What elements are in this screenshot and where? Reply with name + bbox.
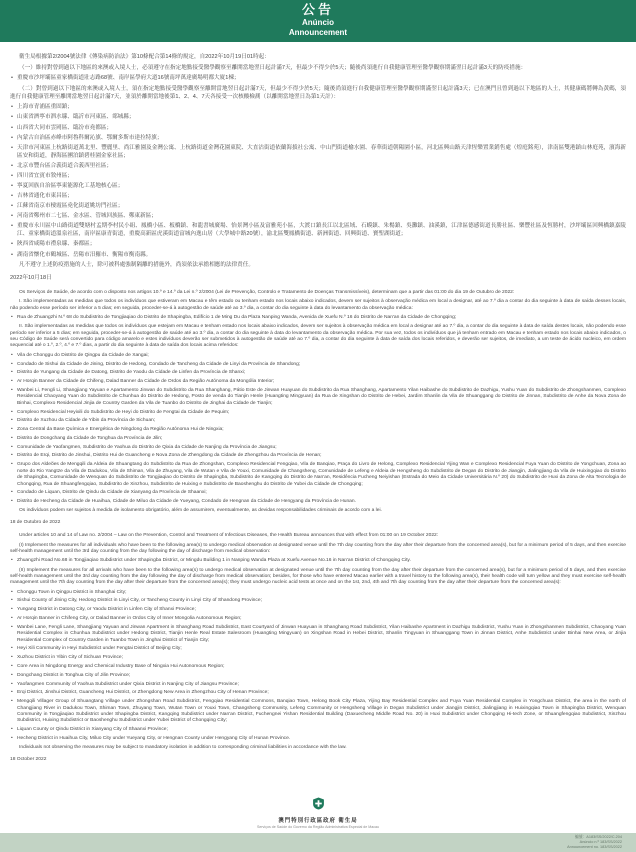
reference-number-pt: Anúncio n.º 183/SS/2022 xyxy=(579,840,622,845)
area-list-item: • Condado de Liquan, Distrito de Qindu da Cidade de Xianyang da Província de Shaanxi; xyxy=(10,490,626,496)
paragraph: II. São implementadas as medidas que todos os indivíduos que estejam em Macau e tenham estado nos locais abaixo indicados, devem ser sujeitos à observação médica em local a designar até ao 7.º dia, a contar do dia seguinte à data de saída destes locais, não podendo esse período ser inferior a 5 dias; em seguida, proceder-se-á à autogestão de saúde até ao 3.º dia, a contar do dia seguinte à data do levantamento da observação médica. Por sua vez, todos os indivíduos que já tenham entrado em Macau e tenham estado nos locais abaixo indicados, o seu Código de Saúde será convertido para código amarelo e estes indivíduos deverão ser submetidos à autogestão de saúde até ao 7.º dia, a contar do dia seguinte à data de saída dos locais referidos, e deverão ser sujeitos, de imediato, a um teste de ácido nucleico, em ordem sequencial até o 1.º, 2.º, 4.º e 7.º dias, a partir do dia seguinte à data de saída dos locais acima referidos: xyxy=(10,324,626,349)
paragraph: (I) Implement the measures for all individuals who have been to the following area(s) to undergo medical observation at designated venue until the 7th day counting from the day after their departure from the concerned area(s), but for a minimum period of 5 days, and then exercise self-health management until the 3rd day counting from the day following the day of discharge from medical observation: xyxy=(10,542,626,554)
area-list-item: • Distrito de Erqi, Distrito de Jinshui, Distrito Hui de Guancheng e Nova Zona de Zhengdong da Cidade de Zhengzhou da Província de Henan; xyxy=(10,453,626,459)
section-date: 18 October 2022 xyxy=(10,756,47,762)
area-list-item: • Comunidade de Yaofangmen, Subdistrito de Yaohua do Distrito de Qixia da Cidade de Nanjing da Província de Jiangsu; xyxy=(10,445,626,451)
area-list-item: • 湖南省懷化市鶴城區、岳陽市汨羅市、衡陽市衡南縣。 xyxy=(10,252,626,260)
area-list-item: • 重慶市沙坪壩區童家橋街道壯志路68號、南岸區學府大道16號南坪萬達廣場明都大廈1棟； xyxy=(10,75,626,83)
section-zh xyxy=(10,54,626,283)
area-list-item: • Ar Horqin Banner da Cidade de Chifeng, Dalad Banner da Cidade de Ordos da Região Autónoma da Mongólia Interior; xyxy=(10,379,626,385)
header-banner xyxy=(0,0,636,42)
paragraph: 凡不遵守上述防疫措施的人士，除可被科處強制隔離的措施外，尚須依法承擔相應的法律責任。 xyxy=(19,262,254,269)
area-list-item: • 四川省宜賓市敘州區； xyxy=(10,173,626,181)
paragraph: I. São implementadas as medidas que todos os indivíduos que estiveram em Macau e têm estado ou tenham estado nos locais abaixo indicados, devem ser sujeitos à observação médica em local a designar, até ao 7.º dia a contar do dia seguinte à data de saída desses locais, não podendo esse período ser inferior a 5 dias; em seguida, proceder-se-á à autogestão de saúde até ao 3.º dia, a contar do dia seguinte à data do levantamento da observação médica: xyxy=(10,299,626,311)
area-list-item: • 吉林省通化市東昌區； xyxy=(10,193,626,201)
issuer-name-pt: Serviços de Saúde do Governo da Região Administrativa Especial de Macau xyxy=(256,825,380,829)
section-pt xyxy=(10,290,626,526)
paragraph: （一）維持對曾到過以下地區的來澳或入境人士，必須遵守在指定地點接受醫學觀察至離開當地翌日起計滿7天，但最少不得少於5天；隨後尚須進行自我健康管理至醫學觀察期滿翌日起計滿3天的防疫措施： xyxy=(19,64,527,71)
area-list-item: • Condado de Sishui da Cidade de Jining, Distrito de Hedong, Condado de Tancheng da Cidade de Linyi da Província de Shandong; xyxy=(10,362,626,368)
area-list-item: • Zona Central da Base Química e Energética de Ningdong da Região Autónoma Hui de Ningxia; xyxy=(10,427,626,433)
paragraph: (II) Implement the measures for all arrivals who have been to the following area(s) to undergo medical observation at designated venue until the 7th day counting from the day after their departure from the concerned area(s), but for a minimum period of 5 days, and then exercise self-health management until the 3rd day counting from the day following the day of discharge from medical observation; besides, for those who have entered Macao earlier with a travel history to the following area(s), their health code will turn yellow and they must exercise self-health management until the 7th day counting from the day after their departure from the concerned area(s); they must undergo nucleic acid tests at once and on the 1st, 2nd, 4th and 7th day counting from the day after their departure from the concerned area(s): xyxy=(10,567,626,586)
area-list-item: • 河南省鄭州市二七區、金水區、管城回族區、鄭東新區； xyxy=(10,213,626,221)
document-body xyxy=(0,42,636,763)
area-list-item: • 重慶市永川區中山路街道雙塘村孟期李村民小組、鳳橋小區、板橋鎮、和龍書城廣場、怡景灣小區及富雅苑小區，大渡口鎮長江以北區域、石蟆鎮、朱楊鎮、吳灘鎮、油溪鎮，江津區德感街道長勝社區、樂豐社區及恆勝村，沙坪壩區回興橋鎮嘉陵江、童家橋街道溫泉社區，南岸區康青街道，重慶高新區虎溪街道富城內逸山居（大學城中路20號），渝北區雙鳳橋街道、新洲街道、回興街道、寶聖湖街道； xyxy=(10,223,626,239)
area-list-item: • Hecheng District in Huaihua City, Miluo City under Yueyang City, or Hengnan County under Hengyang City of Hunan Province. xyxy=(10,736,626,742)
paragraph: Os Serviços de Saúde, de acordo com o disposto nos artigos 10.º e 14.º da Lei n.º 2/2004 (Lei de Prevenção, Controlo e Tratamento de Doenças Transmissíveis), determinam que a partir das 01:00 do dia 19 de Outubro de 2022: xyxy=(19,289,515,295)
issuer-block xyxy=(0,797,636,829)
area-list-item: • Chonggu Town in Qingpu District in Shanghai City; xyxy=(10,590,626,596)
paragraph: Under articles 10 and 14 of Law no. 2/2004 – Law on the Prevention, Control and Treatment of Infectious Diseases, the Health Bureau announces that with effect from 01:00 on 19 October 2022: xyxy=(19,533,439,539)
area-list-item: • Core Area in Ningdong Energy and Chemical Industry Base of Ningxia Hui Autonomous Region; xyxy=(10,664,626,670)
section-date: 2022年10月18日 xyxy=(10,274,52,281)
area-list-item: • Distrito de Hecheng da Cidade de Huaihua, Cidade de Miluo da Cidade de Yueyang, Condado de Hengnan da Cidade de Hengyang da Província de Hunan. xyxy=(10,499,626,505)
area-list-item: • 內蒙古自治區赤峰市阿魯科爾沁旗、鄂爾多斯市達拉特旗； xyxy=(10,135,626,143)
area-list-item: • Heyi Xili Community in Heyi Subdistrict under Fengtai District of Beijing City; xyxy=(10,646,626,652)
footer-band xyxy=(0,833,636,852)
paragraph: 衛生局根據第2/2004號法律《傳染病防治法》第10條配合第14條的規定，自2022年10月19日01時起： xyxy=(19,53,270,60)
area-list-item: • Mengqili Villager Group of Shuangtang Village under Zhongshan Road Subdistrict, Fengqiao Residential Commons, Banqiao Town, Helong Book City Plaza, Yijing Bay Residential Complex and Fuya Yuan Residential Complex in Yongchuan District, the area in the north of Changjiang River in Dadukou Town, Shiman Town, Zhuyang Town, Wutan Town or Youxi Town, Changsheng Community, Lefeng Community or Hengsheng Village in Degan Subdistrict under Jiangjin District, Jialingjiang in Huixingqiao Town in Shapingba District, Wenquan Community in Tongjiaqiao Subdistrict under Shapingba District, Kangqing Subdistrict under Nan'an District, Fuchengnei Yishan Residential Building (Daxuecheng Middle Road No. 20) in Huxi Subdistrict under Chongqing Hi-tech Zone, or Shuangfengqiao Subdistrict, Xinzhou Subdistrict, Huixing Subdistrict or Baoshenghu Subdistrict under Yubei District of Chongqing City; xyxy=(10,699,626,725)
section-date: 18 de Outubro de 2022 xyxy=(10,519,61,525)
area-list-item: • 山東省濟寧市泗水縣、臨沂市河東區、郯城縣； xyxy=(10,114,626,122)
reference-numbers xyxy=(567,835,622,850)
reference-number-en: Announcement no. 183/SS/2022 xyxy=(567,844,622,849)
area-list-item: • 上海市青浦區重固鎮； xyxy=(10,104,626,112)
area-list-item: • Distrito de Dongchang da Cidade de Tonghua da Província de Jilin; xyxy=(10,436,626,442)
area-list-item: • Vila de Chonggu do Distrito de Qingpu da Cidade de Xangai; xyxy=(10,353,626,359)
paragraph: Individuals not observing the measures may be subject to mandatory isolation in addition to corresponding criminal liabilities in accordance with the law. xyxy=(19,745,347,751)
area-list-item: • Complexo Residencial Heyixili do Subdistrito de Heyi do Distrito de Fengtai da Cidade de Pequim; xyxy=(10,410,626,416)
area-list-item: • Distrito de Yungang da Cidade de Datong, Distrito de Yaodu da Cidade de Linfen da Província de Shanxi; xyxy=(10,370,626,376)
section-en xyxy=(10,533,626,763)
area-list-item: • Sishui County of Jining City, Hedong District in Linyi City, or Tancheng County in Linyi City of Shandong Province; xyxy=(10,598,626,604)
area-list-item: • 北京市豐台區合義街道合義西里社區； xyxy=(10,163,626,171)
area-list-item: • Xuzhou District in Yibin City of Sichuan Province; xyxy=(10,655,626,661)
issuer-name-zh: 澳門特別行政區政府 衛生局 xyxy=(278,818,358,824)
area-list-item: • Wanbei Li, Fengli Li, Shangjiang Yayuan e Apartamento Jinwan do Subdistrito da Rua Shanghang, Pátio Este de Jinwan Huayuan do Subdistrito da Rua Shanghang, Apartamento Yilan Haibashe do Subdistrito de Dazhigu, Yushu Yuan do Subdistrito de Zhongshanmen, Complexo Residencial Chaoyang Yuan do Subdistrito de Chunhua do Distrito de Hedong, Posto de venda do Tianjin Henle (Huangting Mingyuan) da Rua de Xingshan do Distrito de Hebei, Jardim Shanlin da Vila de Shuanggang do Distrito de Jinnan, Subdistrito de Anhe da Nova Zona de Binhai, Complexo Residencial Jinjia de Country Garden da Vila de Tuanbo do Distrito de Jinghai da Cidade de Tianjin; xyxy=(10,388,626,407)
area-list-item: • Distrito de Xuzhou da Cidade de Yibin da Província de Sichuan; xyxy=(10,418,626,424)
area-list-item: • Wanbei Lane, Fengli Lane, Shangjiang Yayuan and Jinwan Apartment in Shanghang Road Subdistrict, East Courtyard of Jinwan Huayuan in Shanghang Road Subdistrict, Yilan Haibashe Apartment in Dazhigu Subdistrict, Yushu Yuan in Zhongshanmen Subdistrict, Chaoyang Yuan Residential Complex in Chunhua Subdistrict under Hedong District, Tianjin Henle Real Estate Salesroom (Huangting Mingyuan) on Xingshan Road in Hebei District, Shanlin Tingyuan in Shuanggang Town in Jinnan District, Anhe Subdistrict under Binhai New Area, or Jinjia Residential Complex of Country Garden in Tuanbo Town in Jinghai District of Tianjin City; xyxy=(10,625,626,644)
area-list-item: • Liquan County or Qindu District in Xianyang City of Shaanxi Province; xyxy=(10,727,626,733)
area-list-item: • Erqi District, Jinshui District, Guancheng Hui District, or Zhengdong New Area in Zhengzhou City of Henan Province; xyxy=(10,690,626,696)
area-list-item: • Zhuangzhi Road No.68 in Tongjiaqiao Subdistrict under Shapingba District, or Mingdu Building 1 in Nanping Wanda Plaza at Xuefu Avenue No.16 in Nan'an District of Chongqing City. xyxy=(10,558,626,564)
area-list-item: • 陝西省咸陽市禮泉縣、秦都區； xyxy=(10,241,626,249)
area-list-item: • Yungang District in Datong City, or Yaodu District in Linfen City of Shanxi Province; xyxy=(10,607,626,613)
paragraph: Os indivíduos podem ser sujeitos à medida de isolamento obrigatório, além de assumirem, eventualmente, as devidas responsabilidades criminais de acordo com a lei. xyxy=(19,508,382,514)
area-list-item: • Yaofangmen Community of Yaohua Subdistrict under Qixia District in Nanjing City of Jiangsu Province; xyxy=(10,682,626,688)
reference-number-zh: 編號：A183/SS/2022/C.204 xyxy=(574,835,622,840)
health-bureau-logo-icon xyxy=(312,797,325,810)
area-list-item: • 山西省大同市雲岡區、臨汾市堯都區； xyxy=(10,125,626,133)
area-list-item: • 天津市河東區上杭路街道萬北里、豐麗里、尚江雅園及金灣公寓、上杭路街道金灣花園東院、大直沽街道依蘭海拔社公寓、中山門街道榆水園、春華街道朝陽園小區，河北區興山路天津恆樂置業銷售處（煌庭銘苑），津南區雙港鎮山林庭苑，濱海新區安和街道，靜海區團泊鎮碧桂園金家社區； xyxy=(10,145,626,161)
area-list-item: • Rua de Zhuangzhi N.º 68 do Subdistrito de Tongjiaqiao do Distrito de Shapingba, Edifício 1 de Ming Du da Plaza Nanping Wanda, Avenida de Xuefu N.º 16 do Distrito de Nan'an da Cidade de Chongqing; xyxy=(10,315,626,321)
area-list-item: • Dongchang District in Tonghua City of Jilin Province; xyxy=(10,673,626,679)
area-list-item: • 寧夏回族自治區寧東能源化工基地核心區； xyxy=(10,183,626,191)
paragraph: （二）對曾到過以下地區的來澳或入境人士，須在指定地點接受醫學觀察至離開當地翌日起計滿7天，但最少不得少於5天；隨後尚須進行自我健康管理至醫學觀察期滿翌日起計滿3天；已在澳門且曾到過以下地區的人士，其健康碼將轉為黃碼，須進行自我健康管理至離開當地翌日起計滿7天，並須於離開當地後第1、2、4、7天各接受一次核酸檢測（以離開當地翌日為第1天計）： xyxy=(10,85,626,100)
area-list-item: • Ar Horqin Banner in Chifeng City, or Dalad Banner in Ordos City of Inner Mongolia Autonomous Region; xyxy=(10,616,626,622)
title-zh: 公告 xyxy=(301,2,334,17)
title-en: Announcement xyxy=(288,27,348,37)
area-list-item: • Grupo dos Aldeões de Mengqili da Aldeia de Shuangtang do Subdistrito da Rua de Zhongshan, Complexo Residencial Fengqiao, Vila de Banqiao, Praça do Livro de Helong, Complexo Residencial Yijing Wan e Complexo Residencial Fuya Yuan do Distrito de Yongchuan, Zona ao norte do Rio Yangtze da Vila de Dadukou, Vila de Shiman, Vila de Zhuyang, Vila de Wutan e Vila de Youxi, Comunidade de Changsheng, Comunidade de Lefeng e Aldeia de Hengsheng do Subdistrito de Degan do Distrito de Jiangjin, Jialingjiang da Vila de Huixingqiao do Distrito de Shapingba, Comunidade de Wenquan do Subdistrito de Tongjiaqiao do Distrito de Shapingba, Subdistrito de Kangqing do Distrito de Nan'an, Residência Fucheng Neiyishan (Estrada do Meio da Cidade Universitária N.º 20) do Subdistrito de Huxi da Zona de Alta Tecnologia de Chongqing, Rua de Shuangfengqiao, Subdistrito de Xinzhou, Subdistrito de Huixing e Subdistrito de Baoshenghu do Distrito de Yubei da Cidade de Chongqing; xyxy=(10,462,626,488)
area-list-item: • 江蘇省南京市棲霞區堯化街道姚坊門社區； xyxy=(10,203,626,211)
title-pt: Anúncio xyxy=(302,17,334,27)
